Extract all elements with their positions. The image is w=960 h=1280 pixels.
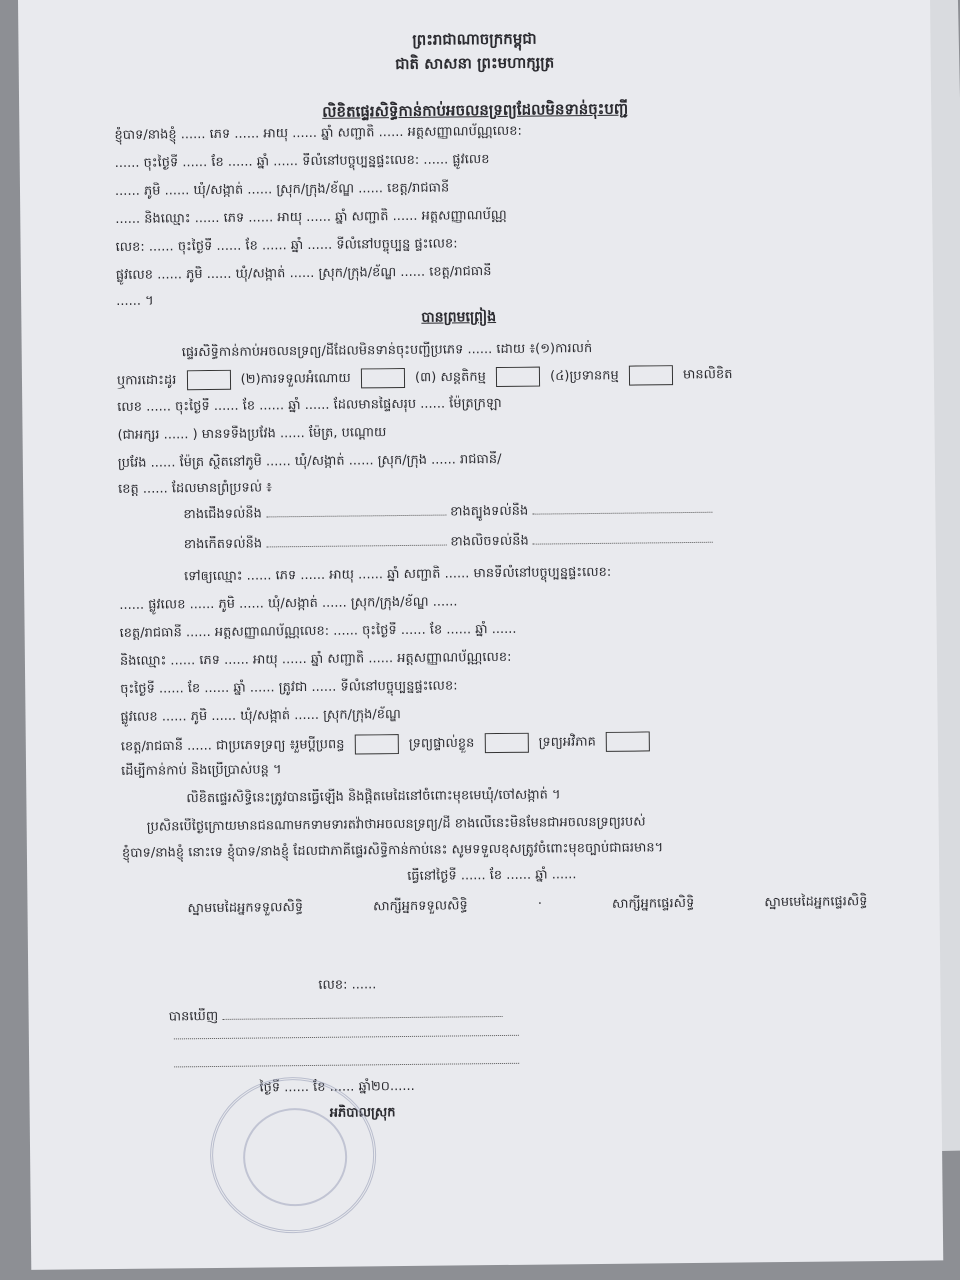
party1-line-6: ផ្លូវលេខ ...... ភូមិ ...... ឃុំ/សង្កាត់ ...... ស្រុក/ក្រុង/ខ័ណ្ឌ ...... ខេត្ត/រាជធានី: [115, 264, 492, 283]
personal-property-checkbox[interactable]: [484, 733, 528, 753]
closing-date-line: ធ្វើនៅថ្ងៃទី ...... ខែ ...... ឆ្នាំ ......: [407, 867, 577, 884]
district-governor-title: អភិបាលស្រុក: [329, 1105, 396, 1121]
agreement-line-6: ខេត្ត ...... ដែលមានព្រំប្រទល់ ៖: [118, 480, 273, 497]
party2-line-1: ទៅឲ្យឈ្មោះ ...... ភេទ ...... អាយុ ...... ឆ្នាំ សញ្ជាតិ ...... មានទីលំនៅបច្ចុប្បន្នផ្ទះលេខ:: [183, 564, 612, 585]
south-boundary-label: ខាងត្បូងទល់នឹង: [449, 503, 529, 520]
agreement-line-4: (ជាអក្សរ ...... ) មានទទឹងប្រវែង ...... ម៉ែត្រ, បណ្តោយ: [117, 425, 387, 443]
agreement-line-1: ផ្ទេរសិទ្ធិកាន់កាប់អចលនទ្រព្យ/ដីដែលមិនទាន់ចុះបញ្ជីប្រភេទ ...... ដោយ ៖(១)ការលក់: [181, 341, 593, 361]
official-number-line: លេខ: ......: [318, 977, 377, 993]
official-seen-line: [169, 1005, 503, 1027]
closing-line-2: ប្រសិនបើថ្ងៃក្រោយមានជនណាមកទាមទារតវ៉ាថាអចលនទ្រព្យ/ដី ខាងលើនេះមិនមែនជាអចលនទ្រព្យរបស់: [146, 814, 646, 835]
seen-field[interactable]: [222, 1016, 502, 1020]
undivided-property-label: ទ្រព្យអវិភាគ: [538, 734, 596, 751]
letter-label: មានលិខិត: [682, 367, 733, 383]
recipient-witness-label: សាក្សីអ្នកទទួលសិទ្ធិ: [373, 898, 468, 915]
party2-line-8: ដើម្បីកាន់កាប់ និងប្រើប្រាស់បន្ត ។: [121, 762, 282, 779]
document-title: លិខិតផ្ទេរសិទ្ធិកាន់កាប់អចលនទ្រព្យដែលមិនទាន់ចុះបញ្ជី: [322, 99, 629, 121]
gift-checkbox[interactable]: [629, 365, 673, 385]
personal-property-label: ទ្រព្យផ្ទាល់ខ្លួន: [408, 735, 475, 752]
property-type-label: ខេត្ត/រាជធានី ...... ជាប្រភេទទ្រព្យ ៖រួមប្តីប្រពន្ធ: [120, 737, 345, 755]
exchange-label: ឬការដោះដូរ: [116, 372, 177, 389]
closing-line-1: លិខិតផ្ទេរសិទ្ធិនេះត្រូវបានធ្វើឡើង និងផ្តិតមេដៃនៅចំពោះមុខមេឃុំ/ចៅសង្កាត់ ។: [186, 787, 561, 807]
agreement-heading: បានព្រមព្រៀង: [421, 309, 497, 326]
transferor-thumbprint-label: ស្នាមមេដៃអ្នកផ្ទេរសិទ្ធិ: [764, 894, 868, 911]
motto-line: ជាតិ សាសនា ព្រះមហាក្សត្រ: [395, 53, 555, 74]
document-page: [18, 0, 943, 1270]
north-boundary-label: ខាងជើងទល់នឹង: [183, 506, 262, 523]
official-date-line: ថ្ងៃទី ...... ខែ ...... ឆ្នាំ២០......: [259, 1078, 415, 1096]
party1-line-2: ...... ចុះថ្ងៃទី ...... ខែ ...... ឆ្នាំ ...... ទីលំនៅបច្ចុប្បន្នផ្ទះលេខ: ...... ផ្លូវលេខ: [114, 152, 490, 171]
party2-line-7: [121, 729, 868, 757]
party2-line-4: និងឈ្មោះ ...... ភេទ ...... អាយុ ...... ឆ្នាំ សញ្ជាតិ ...... អត្តសញ្ញាណប័ណ្ណលេខ:: [119, 649, 512, 669]
south-boundary-field[interactable]: [532, 512, 712, 515]
party1-line-3: ...... ភូមិ ...... ឃុំ/សង្កាត់ ...... ស្រុក/ក្រុង/ខ័ណ្ឌ ...... ខេត្ត/រាជធានី: [114, 180, 450, 199]
party2-line-2: ...... ផ្លូវលេខ ...... ភូមិ ...... ឃុំ/សង្កាត់ ...... ស្រុក/ក្រុង/ខ័ណ្ឌ ......: [119, 594, 458, 613]
stamp-emblem: [243, 1108, 348, 1207]
signature-separator: ·: [537, 896, 543, 912]
official-blank-line-1: [174, 1035, 519, 1040]
document-header: [18, 22, 930, 80]
agreement-line-3: លេខ ...... ចុះថ្ងៃទី ...... ខែ ...... ឆ្នាំ ...... ដែលមានផ្ទៃសរុប ...... ម៉ែត្រក្រឡា: [117, 395, 502, 415]
west-boundary-label: ខាងលិចទល់នឹង: [450, 533, 529, 550]
north-boundary-field[interactable]: [266, 515, 446, 518]
joint-property-checkbox[interactable]: [355, 734, 399, 754]
inheritance-checkbox[interactable]: [496, 367, 540, 387]
party1-line-7: ...... ។: [116, 293, 154, 309]
agreement-line-2: [117, 363, 864, 391]
party2-line-6: ផ្លូវលេខ ...... ភូមិ ...... ឃុំ/សង្កាត់ ...... ស្រុក/ក្រុង/ខ័ណ្ឌ: [120, 707, 401, 725]
party2-line-3: ខេត្ត/រាជធានី ...... អត្តសញ្ញាណប័ណ្ណលេខ: ...... ចុះថ្ងៃទី ...... ខែ ...... ឆ្នាំ ......: [119, 621, 517, 641]
exchange-checkbox[interactable]: [186, 370, 230, 390]
east-boundary-field[interactable]: [266, 545, 446, 548]
seen-label: បានឃើញ: [168, 1008, 219, 1025]
party1-line-5: លេខ: ...... ចុះថ្ងៃទី ...... ខែ ...... ឆ្នាំ ...... ទីលំនៅបច្ចុប្បន្ន ផ្ទះលេខ:: [115, 236, 458, 255]
boundaries-east-west: [184, 529, 884, 555]
kingdom-line: ព្រះរាជាណាចក្រកម្ពុជា: [412, 29, 537, 49]
recipient-thumbprint-label: ស្នាមមេដៃអ្នកទទួលសិទ្ធិ: [187, 900, 304, 917]
party2-line-5: ចុះថ្ងៃទី ...... ខែ ...... ឆ្នាំ ...... ត្រូវជា ...... ទីលំនៅបច្ចុប្បន្នផ្ទះលេខ:: [120, 678, 458, 697]
donation-label: (២)ការទទួលអំណោយ: [240, 371, 351, 388]
closing-line-3: ខ្ញុំបាទ/នាងខ្ញុំ នោះទេ ខ្ញុំបាទ/នាងខ្ញុំ ដែលជាភាគីផ្ទេរសិទ្ធិកាន់កាប់នេះ សូមទទួលខុសត្រូវចំពោះមុខច្បាប់ជាធរមាន។: [121, 840, 664, 861]
gift-label: (៤)ប្រទានកម្ម: [550, 368, 619, 384]
party1-line-4: ...... និងឈ្មោះ ...... ភេទ ...... អាយុ ...... ឆ្នាំ សញ្ជាតិ ...... អត្តសញ្ញាណប័ណ្ណ: [115, 207, 507, 227]
agreement-line-5: ប្រវែង ...... ម៉ែត្រ ស្ថិតនៅភូមិ ...... ឃុំ/សង្កាត់ ...... ស្រុក/ក្រុង ...... រាជធានី/: [117, 451, 502, 471]
west-boundary-field[interactable]: [533, 542, 713, 545]
inheritance-label: (៣) សន្តតិកម្ម: [414, 369, 486, 386]
signature-row: [187, 893, 867, 919]
undivided-property-checkbox[interactable]: [606, 731, 650, 751]
transferor-witness-label: សាក្សីអ្នកផ្ទេរសិទ្ធិ: [611, 895, 695, 912]
official-blank-line-2: [174, 1063, 519, 1068]
party1-line-1: ខ្ញុំបាទ/នាងខ្ញុំ ...... ភេទ ...... អាយុ ...... ឆ្នាំ សញ្ជាតិ ...... អត្តសញ្ញាណប័ណ្ណលេខ:: [114, 123, 522, 143]
east-boundary-label: ខាងកើតទល់នឹង: [183, 536, 263, 553]
official-stamp: [209, 1076, 377, 1234]
boundaries-north-south: [183, 499, 883, 525]
donation-checkbox[interactable]: [361, 368, 405, 388]
